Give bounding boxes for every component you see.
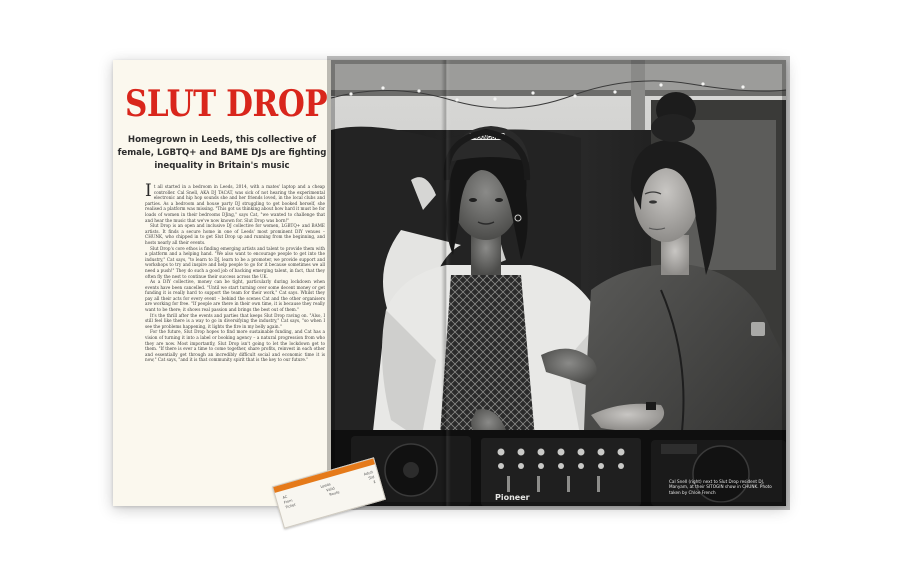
ticket-row: AC Leeds Adult <box>282 470 374 500</box>
headline: SLUT DROP <box>125 83 328 125</box>
standfirst: Homegrown in Leeds, this collective of female, LGBTQ+ and BAME DJs are fighting inequality in Britain's music <box>117 135 327 171</box>
magazine-spread <box>113 60 786 510</box>
paragraph-6: For the future, Slut Drop hopes to find more sustainable funding, and Cat has a vision of turning it into a label or booking agency – a natural progression from who they are now. Most importantly, Slut Drop isn't going to let the lockdown get to them. "If there is ever a time to come together, share profits, reinvest in each other and essentially get through an incredibly difficult social and economic time it is now," Cat says, "and it is that community spirit that is the key to our future." <box>145 329 325 363</box>
paragraph-3: Slut Drop's core ethos is finding emerging artists and talent to provide them with a platform and a helping hand. "We also want to encourage people to get into the industry," Cat says, "to learn to DJ, learn to be a promoter, we provide support and workshops to try and inspire and help people to go for it because sometimes we all need a push!" They do such a good job of backing emerging talent, in fact, that they often fly the nest to continue their success across the UK. <box>145 245 325 279</box>
cap-logo-text: KANGOL <box>475 135 499 141</box>
ticket-row: From Valid Std <box>283 474 375 505</box>
paragraph-4: As a DIY collective, money can be tight, particularly during lockdown when events have been cancelled. "Until we start turning over some decent money or get funding it is really hard to support the team for their work," Cat says. Whilst they pay all their acts for every event – behind the scenes Cat and the other organisers are working for free. "If people are there in their own time, it is because they really want to be there; it shows real passion and brings the best out of them." <box>145 279 325 313</box>
dj-photo-illustration <box>331 60 786 506</box>
mixer-brand-text: Pioneer <box>495 493 530 502</box>
drop-cap: I <box>145 181 152 201</box>
paragraph-1: It all started in a bedroom in Leeds, 2014, with a mates' laptop and a cheap controller. Cal Snell, AKA DJ TACAT, was sick of not hearing the experimental electronic and hip hop sounds she and her friends loved, in the local clubs and parties. As a bedroom and house party DJ struggling to get booked herself, she realised a platform was missing. "This got us thinking about how hard it must be for loads of women in their bedrooms DJing," says Cat, "we wanted to challenge that and hear the music that we've now known for. Slut Drop was born!" <box>145 181 325 223</box>
paragraph-2: Slut Drop is an open and inclusive DJ collective for women, LGBTQ+ and BAME artists. It finds a secure home in one of Leeds' most prominent DIY venues – CHUNK, who chipped in to get Slut Drop up and running from the beginning, and hosts nearly all their events. <box>145 223 325 245</box>
body-copy <box>145 181 325 363</box>
dj-photo <box>331 60 786 506</box>
ticket-row: Ticket Route £ <box>284 479 377 510</box>
photo-caption: Cal Snell (right) next to Slut Drop resident DJ, Manyam, at their SITOGIN show in CHUNK. Photo taken by Chloe French <box>669 479 772 495</box>
left-page <box>113 60 331 506</box>
paragraph-5: It's the thrill after the events and parties that keeps Slut Drop raving on. "Also, I still feel like there is a way to go in diversifying the industry," Cat says, "so when I see the problems happening, it lights the fire in my belly again." <box>145 312 325 329</box>
